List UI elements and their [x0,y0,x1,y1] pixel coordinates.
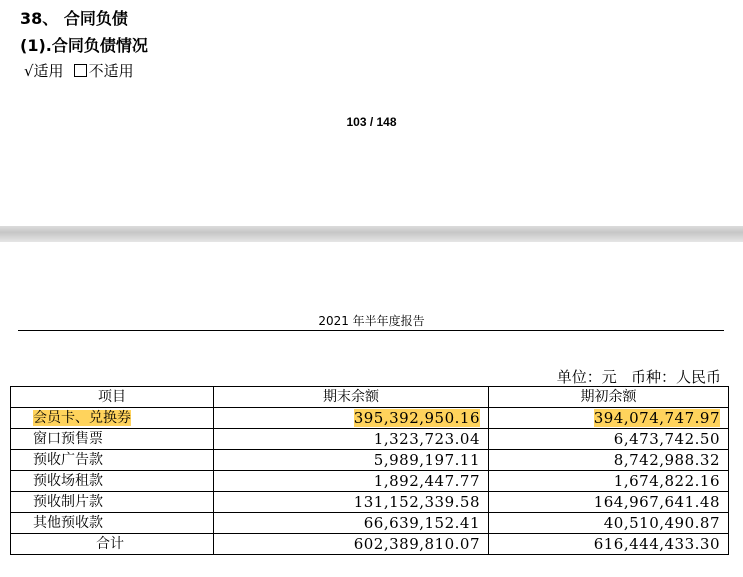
row-begin-balance: 1,674,822.16 [489,471,729,492]
highlighted-text: 395,392,950.16 [353,408,480,427]
row-begin-balance: 164,967,641.48 [489,492,729,513]
contract-liabilities-table [10,386,729,555]
table-header-row [11,387,729,408]
table-row [11,429,729,450]
row-end-balance: 131,152,339.58 [214,492,489,513]
section-heading: 38、 合同负债 [20,9,128,28]
table-total-row [11,534,729,555]
column-header-item: 项目 [11,387,214,408]
table-row [11,513,729,534]
unit-line: 单位：元 币种：人民币 [556,368,721,386]
table-row [11,492,729,513]
total-label: 合计 [11,534,214,555]
row-item: 预收广告款 [11,450,214,471]
not-applicable-label: 不适用 [88,62,134,80]
header-rule [18,330,724,331]
total-end-balance: 602,389,810.07 [214,534,489,555]
row-item: 其他预收款 [11,513,214,534]
row-begin-balance: 40,510,490.87 [489,513,729,534]
row-begin-balance: 8,742,988.32 [489,450,729,471]
row-end-balance: 1,323,723.04 [214,429,489,450]
row-item: 预收场租款 [11,471,214,492]
row-begin-balance [489,408,729,429]
total-begin-balance: 616,444,433.30 [489,534,729,555]
highlighted-text: 会员卡、兑换券 [33,409,131,426]
row-end-balance: 66,639,152.41 [214,513,489,534]
row-begin-balance: 6,473,742.50 [489,429,729,450]
row-item [11,408,214,429]
row-item: 预收制片款 [11,492,214,513]
highlighted-text: 394,074,747.97 [593,408,720,427]
row-end-balance: 5,989,197.11 [214,450,489,471]
page-separator [0,226,743,242]
applicable-label: √适用 [24,62,64,80]
row-item: 窗口预售票 [11,429,214,450]
section-subheading: (1).合同负债情况 [20,36,148,55]
page-top [0,0,743,226]
checkbox-icon [74,64,87,77]
row-end-balance [214,408,489,429]
applicability-line [24,60,134,81]
report-title: 2021 年半年度报告 [318,314,425,328]
page-number: 103 / 148 [346,115,397,129]
column-header-end-balance: 期末余额 [214,387,489,408]
row-end-balance: 1,892,447.77 [214,471,489,492]
table-row [11,408,729,429]
page-bottom [0,242,743,577]
column-header-begin-balance: 期初余额 [489,387,729,408]
table-row [11,471,729,492]
table-row [11,450,729,471]
